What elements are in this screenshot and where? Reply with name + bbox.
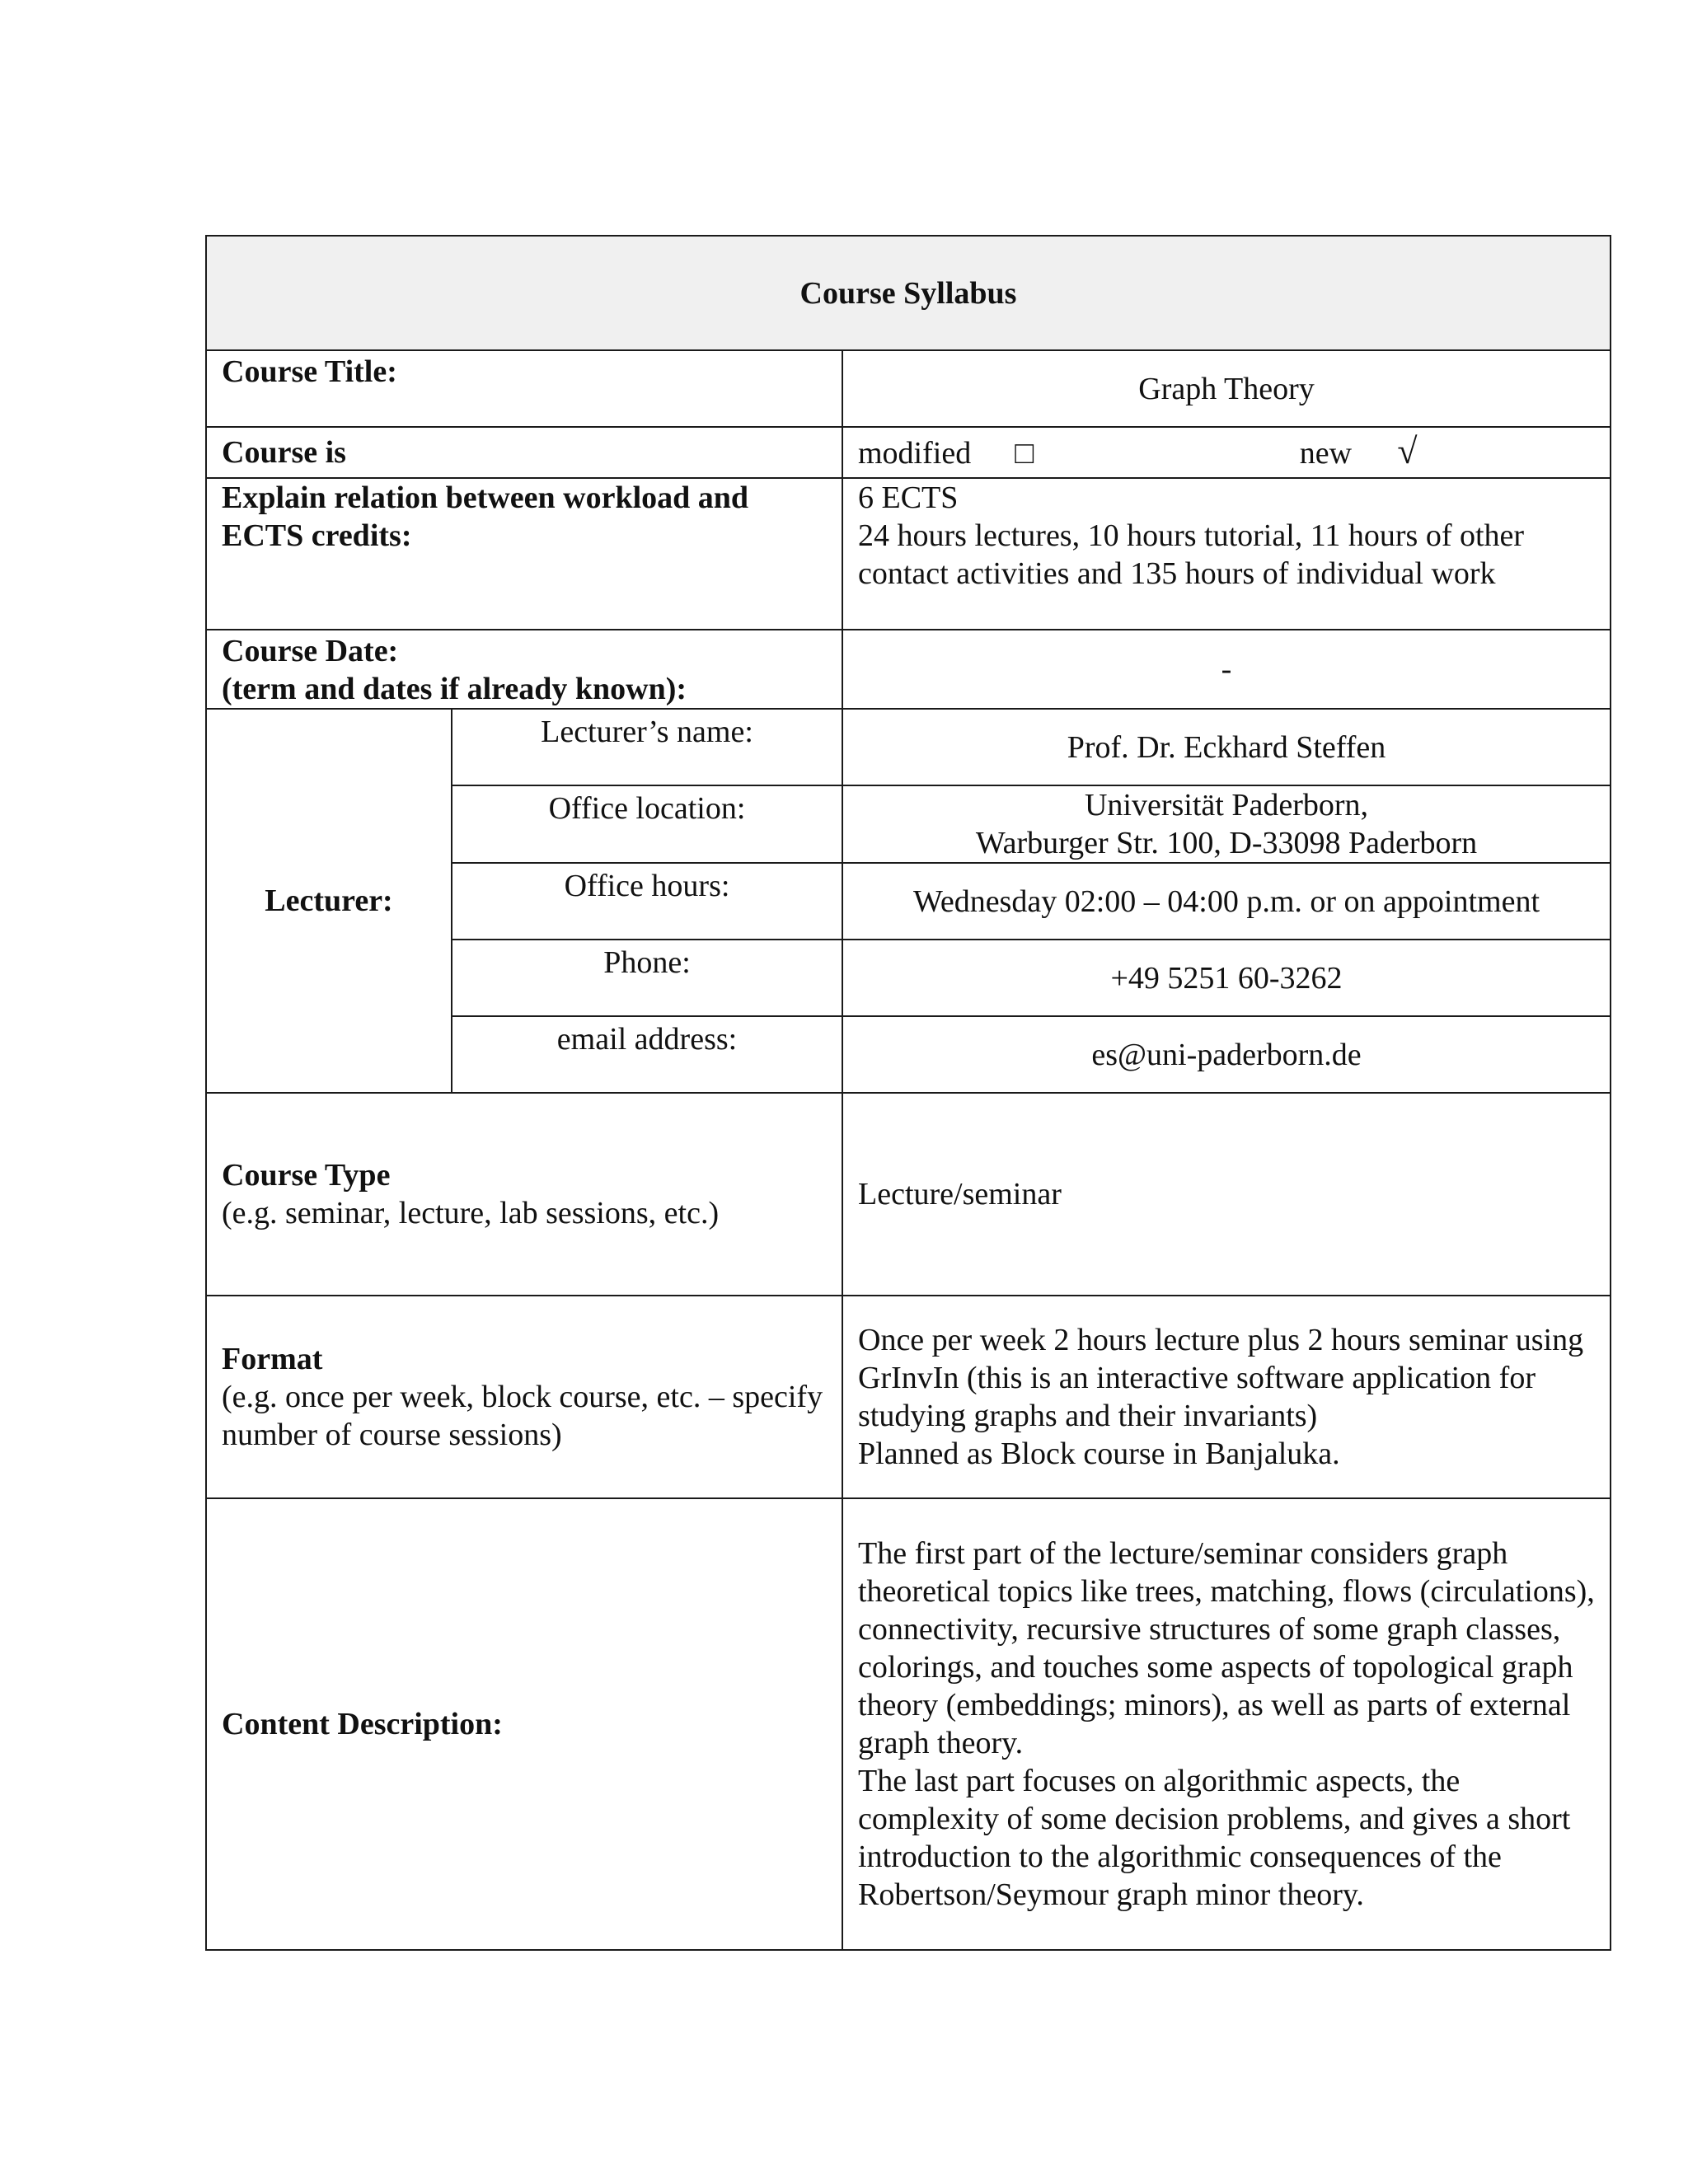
- course-title-value: Graph Theory: [842, 350, 1611, 427]
- format-value-line2: Planned as Block course in Banjaluka.: [858, 1436, 1340, 1471]
- workload-details: 24 hours lectures, 10 hours tutorial, 11 hours of other contact activities and 135 hours of individual work: [858, 518, 1525, 591]
- format-label-cell: [206, 1296, 842, 1498]
- workload-value: [842, 478, 1611, 630]
- format-value: [842, 1296, 1611, 1498]
- course-date-label-line2: (term and dates if already known):: [222, 672, 687, 706]
- course-is-options: [842, 427, 1611, 478]
- format-row: [206, 1296, 1611, 1498]
- course-is-row: [206, 427, 1611, 478]
- workload-row: [206, 478, 1611, 630]
- new-check-icon: √: [1397, 431, 1418, 471]
- format-label: Format: [222, 1342, 323, 1376]
- format-value-line1: Once per week 2 hours lecture plus 2 hours seminar using GrInvIn (this is an interactive software application for studying graphs and their invariants): [858, 1323, 1584, 1433]
- course-date-label: [206, 630, 842, 709]
- format-hint: (e.g. once per week, block course, etc. – specify number of course sessions): [222, 1380, 823, 1452]
- office-location-line1: Universität Paderborn,: [1084, 788, 1369, 823]
- office-location-line2: Warburger Str. 100, D-33098 Paderborn: [975, 826, 1478, 860]
- phone-label: Phone:: [452, 940, 842, 1016]
- content-paragraph-1: The first part of the lecture/seminar considers graph theoretical topics like trees, matching, flows (circulations), connectivity, recursive structures of some graph classes, colorings, and touches some aspects of topological graph theory (embeddings; minors), as well as parts of external graph theory.: [858, 1536, 1595, 1760]
- workload-label: Explain relation between workload and ECTS credits:: [206, 478, 842, 630]
- content-row: [206, 1498, 1611, 1950]
- course-date-value: -: [842, 630, 1611, 709]
- email-label: email address:: [452, 1016, 842, 1093]
- course-date-label-line1: Course Date:: [222, 634, 399, 668]
- lecturer-name-row: [206, 709, 1611, 785]
- lecturer-label: Lecturer:: [206, 709, 452, 1093]
- course-type-label: Course Type: [222, 1158, 391, 1193]
- content-value: [842, 1498, 1611, 1950]
- syllabus-table: [205, 235, 1611, 1951]
- content-label: Content Description:: [206, 1498, 842, 1950]
- course-type-label-cell: [206, 1093, 842, 1296]
- workload-credits: 6 ECTS: [858, 480, 959, 515]
- content-paragraph-2: The last part focuses on algorithmic aspects, the complexity of some decision problems, and gives a short introduction to the algorithmic consequences of the Robertson/Seymour graph minor theory.: [858, 1764, 1571, 1912]
- option-new-label: new: [1299, 436, 1353, 471]
- course-type-row: [206, 1093, 1611, 1296]
- office-location-value: [842, 785, 1611, 863]
- office-hours-value: Wednesday 02:00 – 04:00 p.m. or on appointment: [842, 863, 1611, 940]
- lecturer-name-value: Prof. Dr. Eckhard Steffen: [842, 709, 1611, 785]
- table-title: [206, 236, 1611, 350]
- course-is-label: Course is: [206, 427, 842, 478]
- option-modified-label: modified: [858, 436, 972, 471]
- table-title-text: Course Syllabus: [799, 275, 1017, 311]
- phone-value: +49 5251 60-3262: [842, 940, 1611, 1016]
- course-type-hint: (e.g. seminar, lecture, lab sessions, etc.): [222, 1196, 720, 1230]
- office-hours-label: Office hours:: [452, 863, 842, 940]
- course-date-row: [206, 630, 1611, 709]
- lecturer-name-label: Lecturer’s name:: [452, 709, 842, 785]
- course-type-value: Lecture/seminar: [842, 1093, 1611, 1296]
- email-value: es@uni-paderborn.de: [842, 1016, 1611, 1093]
- office-location-label: Office location:: [452, 785, 842, 863]
- course-title-label: Course Title:: [206, 350, 842, 427]
- header-row: [206, 236, 1611, 350]
- course-title-row: [206, 350, 1611, 427]
- modified-checkbox-icon: □: [1015, 436, 1034, 471]
